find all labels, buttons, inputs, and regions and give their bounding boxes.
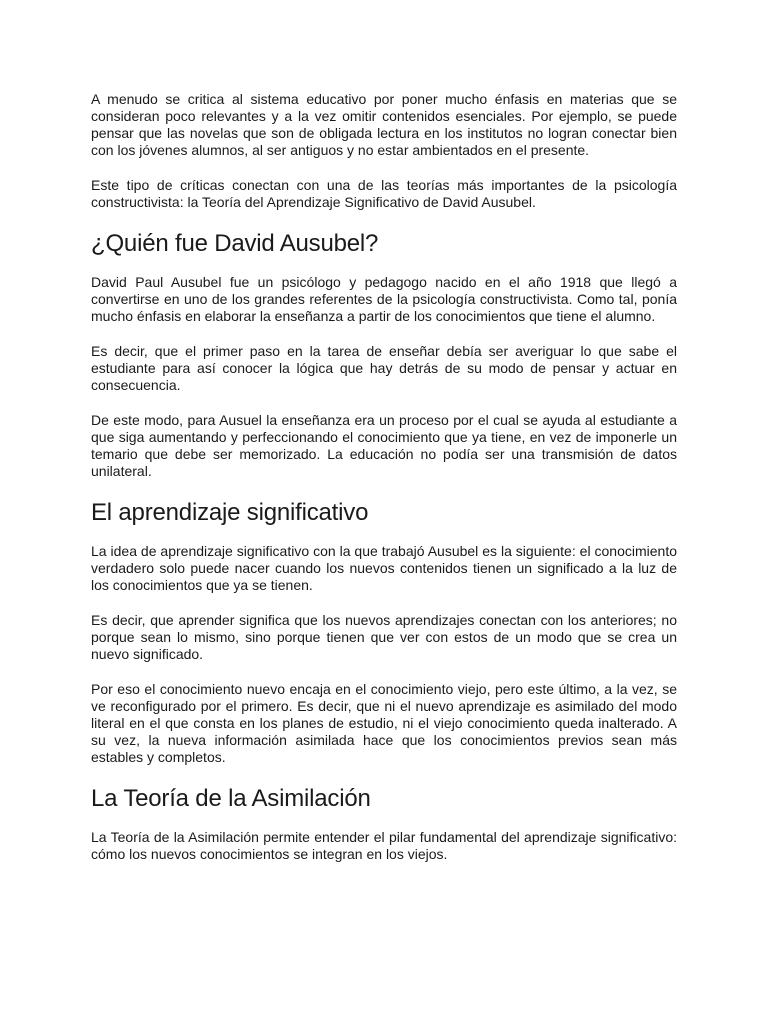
section-heading-ausubel: ¿Quién fue David Ausubel? [91, 230, 379, 257]
document-page [91, 91, 677, 881]
ausubel-paragraph-2: Es decir, que el primer paso en la tarea de enseñar debía ser averiguar lo que sabe el estudiante para así conocer la lógica que hay detrás de su modo de pensar y actuar en consecuencia. [91, 343, 677, 393]
aprendizaje-paragraph-3: Por eso el conocimiento nuevo encaja en el conocimiento viejo, pero este último, a la vez, se ve reconfigurado por el primero. Es decir, que ni el nuevo aprendizaje es asimilado del modo literal en el que consta en los planes de estudio, ni el viejo conocimiento queda inalterado. A su vez, la nueva información asimilada hace que los conocimientos previos sean más estables y completos. [91, 681, 677, 765]
aprendizaje-paragraph-2: Es decir, que aprender significa que los nuevos aprendizajes conectan con los anteriores; no porque sean lo mismo, sino porque tienen que ver con estos de un modo que se crea un nuevo significado. [91, 612, 677, 662]
aprendizaje-paragraph-1: La idea de aprendizaje significativo con la que trabajó Ausubel es la siguiente: el conocimiento verdadero solo puede nacer cuando los nuevos contenidos tienen un significado a la luz de los conocimientos que ya se tienen. [91, 543, 677, 593]
intro-paragraph-1: A menudo se critica al sistema educativo por poner mucho énfasis en materias que se consideran poco relevantes y a la vez omitir contenidos esenciales. Por ejemplo, se puede pensar que las novelas que son de obligada lectura en los institutos no logran conectar bien con los jóvenes alumnos, al ser antiguos y no estar ambientados en el presente. [91, 91, 677, 158]
section-heading-aprendizaje: El aprendizaje significativo [91, 499, 369, 526]
asimilacion-paragraph-1: La Teoría de la Asimilación permite entender el pilar fundamental del aprendizaje significativo: cómo los nuevos conocimientos se integran en los viejos. [91, 829, 677, 862]
ausubel-paragraph-3: De este modo, para Ausuel la enseñanza era un proceso por el cual se ayuda al estudiante a que siga aumentando y perfeccionando el conocimiento que ya tiene, en vez de imponerle un temario que debe ser memorizado. La educación no podía ser una transmisión de datos unilateral. [91, 412, 677, 479]
ausubel-paragraph-1: David Paul Ausubel fue un psicólogo y pedagogo nacido en el año 1918 que llegó a convertirse en uno de los grandes referentes de la psicología constructivista. Como tal, ponía mucho énfasis en elaborar la enseñanza a partir de los conocimientos que tiene el alumno. [91, 274, 677, 324]
section-heading-asimilacion: La Teoría de la Asimilación [91, 785, 371, 812]
intro-paragraph-2: Este tipo de críticas conectan con una de las teorías más importantes de la psicología constructivista: la Teoría del Aprendizaje Significativo de David Ausubel. [91, 177, 677, 210]
